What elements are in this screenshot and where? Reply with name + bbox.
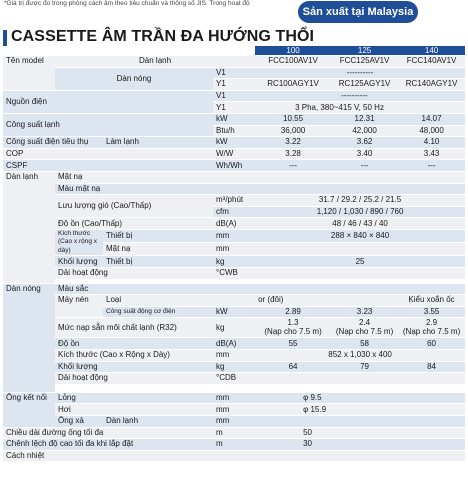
row-label: Độ ồn (Cao/Thấp) [55, 218, 213, 230]
cell-value: ---------- [255, 67, 465, 79]
table-row [3, 415, 465, 427]
cell-value: 79 [331, 361, 398, 373]
unit-label: m [213, 427, 255, 439]
unit-label: mm [213, 404, 255, 416]
title-accent-bar [3, 30, 7, 46]
unit-label: V1 [213, 90, 255, 102]
unit-label: mm [213, 392, 255, 404]
table-row [3, 113, 465, 125]
table-row [3, 256, 465, 268]
cell-value: 42,000 [331, 125, 398, 137]
cell-value: φ 9.5 [255, 392, 465, 404]
header-140: 140 [398, 46, 465, 56]
dim-sublabel: (Cao x rộng x dày) [58, 238, 98, 254]
unit-label: mm [213, 349, 255, 361]
unit-label: kW [213, 137, 255, 149]
cell-value: 50 [255, 427, 465, 439]
cell-value: 31.7 / 29.2 / 25.2 / 21.5 [255, 195, 465, 207]
group-label: Dàn nóng [3, 283, 55, 392]
table-row [3, 171, 465, 183]
made-in-badge: Sản xuất tại Malaysia [298, 1, 418, 23]
row-label: Lỏng [55, 392, 213, 404]
charge-note: (Nạp cho 7.5 m) [335, 326, 394, 336]
table-row [3, 427, 465, 439]
table-row [3, 318, 465, 338]
table-row [3, 392, 465, 404]
table-row [3, 90, 465, 102]
header-100: 100 [255, 46, 331, 56]
table-row [3, 338, 465, 350]
cell-value: 4.10 [398, 137, 465, 149]
unit-label: kg [213, 318, 255, 338]
cell-value: φ 15.9 [255, 404, 465, 416]
cell-value: 12.31 [331, 113, 398, 125]
cell-value: or (đôi) [255, 295, 398, 307]
row-label: Nguồn điện [3, 90, 213, 113]
unit-label: °CDB [213, 373, 255, 385]
row-sublabel: Dàn lạnh [103, 415, 213, 427]
cell-value: 288 × 840 × 840 [255, 229, 465, 242]
unit-label: Btu/h [213, 125, 255, 137]
unit-label: dB(A) [213, 338, 255, 350]
row-label: Ống xả [55, 415, 103, 427]
row-label: Màu sắc [55, 283, 213, 295]
cell-value: 3.43 [398, 148, 465, 160]
cell-value: 84 [398, 361, 465, 373]
unit-label: cfm [213, 206, 255, 218]
charge-value: 2.9 [426, 318, 438, 328]
cell-value: --- [331, 160, 398, 172]
unit-label: mm [213, 415, 255, 427]
row-label: Khối lượng [55, 361, 213, 373]
table-row [3, 137, 465, 149]
page-title: CASSETTE ÂM TRẦN ĐA HƯỚNG THỔI [11, 28, 315, 45]
cell-value [398, 318, 465, 338]
row-label: Màu mặt nạ [55, 183, 213, 195]
cell-value: 14.07 [398, 113, 465, 125]
table-row [3, 373, 465, 385]
row-label: Dải hoạt động [55, 373, 213, 385]
table-row [3, 404, 465, 416]
cell-value: 3.40 [331, 148, 398, 160]
table-row [3, 295, 465, 307]
table-row [3, 283, 465, 295]
table-row [3, 361, 465, 373]
cell-value: 3.28 [255, 148, 331, 160]
row-label: Khối lượng [55, 256, 103, 268]
cell-value: 60 [398, 338, 465, 350]
cell-value: 58 [331, 338, 398, 350]
cell-value: RC125AGY1V [331, 79, 398, 91]
unit-label: Wh/Wh [213, 160, 255, 172]
row-label: CSPF [3, 160, 213, 172]
unit-label: m³/phút [213, 195, 255, 207]
unit-label: mm [213, 229, 255, 242]
group-label: Dàn lạnh [3, 171, 55, 283]
row-label: Chênh lệch độ cao tối đa khi lắp đặt [3, 439, 213, 451]
unit-label: Y1 [213, 102, 255, 114]
cell-value: 30 [255, 439, 465, 451]
row-label: Kích thước (Cao x Rộng x Dày) [55, 349, 213, 361]
cell-value: 852 x 1,030 x 400 [255, 349, 465, 361]
cell-value: FCC125AV1V [331, 56, 398, 68]
row-sublabel: Thiết bị [103, 229, 213, 242]
unit-label: mm [213, 243, 255, 256]
cell-value: 3.23 [331, 306, 398, 318]
cell-value: 1,120 / 1,030 / 890 / 760 [255, 206, 465, 218]
header-125: 125 [331, 46, 398, 56]
row-sublabel: Loại [103, 295, 213, 307]
unit-label: dB(A) [213, 218, 255, 230]
charge-value: 2.4 [359, 318, 371, 328]
row-label: Mức nạp sẵn môi chất lạnh (R32) [55, 318, 213, 338]
row-sublabel: Công suất động cơ điện [103, 306, 213, 318]
table-row [3, 268, 465, 280]
cell-value: FCC100AV1V [255, 56, 331, 68]
cell-value: Kiểu xoắn ốc [398, 295, 465, 307]
table-header-row [3, 46, 465, 56]
row-label: COP [3, 148, 213, 160]
row-label [55, 229, 103, 256]
cell-value: ---------- [255, 90, 465, 102]
row-label: Độ ồn [55, 338, 213, 350]
row-label: Công suất điện tiêu thụ [3, 137, 103, 149]
table-row [3, 148, 465, 160]
table-row [3, 450, 465, 462]
cell-value: --- [398, 160, 465, 172]
unit-label: kg [213, 361, 255, 373]
cell-value: RC100AGY1V [255, 79, 331, 91]
row-label: Máy nén [55, 295, 103, 318]
unit-label: °CWB [213, 268, 255, 280]
row-label: Chiều dài đường ống tối đa [3, 427, 213, 439]
unit-label: Y1 [213, 79, 255, 91]
cell-value: 3 Pha, 380~415 V, 50 Hz [255, 102, 465, 114]
unit-label: kW [213, 113, 255, 125]
cell-value: 48 / 46 / 43 / 40 [255, 218, 465, 230]
table-row [3, 160, 465, 172]
row-label: Hơi [55, 404, 213, 416]
charge-value: 1.3 [287, 318, 299, 328]
cell-value: RC140AGY1V [398, 79, 465, 91]
cell-value: 36,000 [255, 125, 331, 137]
table-row [3, 439, 465, 451]
table-row [3, 67, 465, 79]
cell-value: 10.55 [255, 113, 331, 125]
row-label: Tên model [3, 56, 55, 91]
row-label: Lưu lượng gió (Cao/Thấp) [55, 195, 213, 218]
top-footnote: *Giá trị được đo trong phòng cách âm theo tiêu chuẩn và thông số JIS. Trong hoạt độ [4, 0, 250, 7]
unit-label: V1 [213, 67, 255, 79]
row-label: Cách nhiệt [3, 450, 213, 462]
row-label: Dàn lạnh [55, 56, 255, 68]
dim-label: Kích thước [58, 229, 91, 237]
table-row [3, 183, 465, 195]
row-sublabel: Thiết bị [103, 256, 213, 268]
row-label: Công suất lạnh [3, 113, 213, 136]
unit-label: W/W [213, 148, 255, 160]
group-label: Ống kết nối [3, 392, 55, 427]
cell-value: 48,000 [398, 125, 465, 137]
table-row [3, 195, 465, 207]
unit-label: m [213, 439, 255, 451]
cell-value: 3.22 [255, 137, 331, 149]
cell-value [255, 318, 331, 338]
charge-note: (Nạp cho 7.5 m) [402, 326, 461, 336]
charge-note: (Nạp cho 7.5 m) [264, 326, 322, 336]
cell-value [331, 318, 398, 338]
row-label: Dàn nóng [55, 67, 213, 90]
table-row [3, 349, 465, 361]
cell-value: --- [255, 160, 331, 172]
row-label: Mặt nạ [55, 171, 213, 183]
cell-value: 55 [255, 338, 331, 350]
table-row [3, 229, 465, 242]
table-row [3, 56, 465, 68]
table-row [3, 218, 465, 230]
unit-label: kW [213, 306, 255, 318]
row-sublabel: Làm lạnh [103, 137, 213, 149]
row-sublabel: Mặt nạ [103, 243, 213, 256]
row-label: Dải hoạt động [55, 268, 213, 280]
cell-value: 25 [255, 256, 465, 268]
unit-label: kg [213, 256, 255, 268]
cell-value: 2.89 [255, 306, 331, 318]
cell-value: 64 [255, 361, 331, 373]
cell-value: FCC140AV1V [398, 56, 465, 68]
cell-value: 3.55 [398, 306, 465, 318]
cell-value: 3.62 [331, 137, 398, 149]
spec-table [3, 46, 465, 462]
